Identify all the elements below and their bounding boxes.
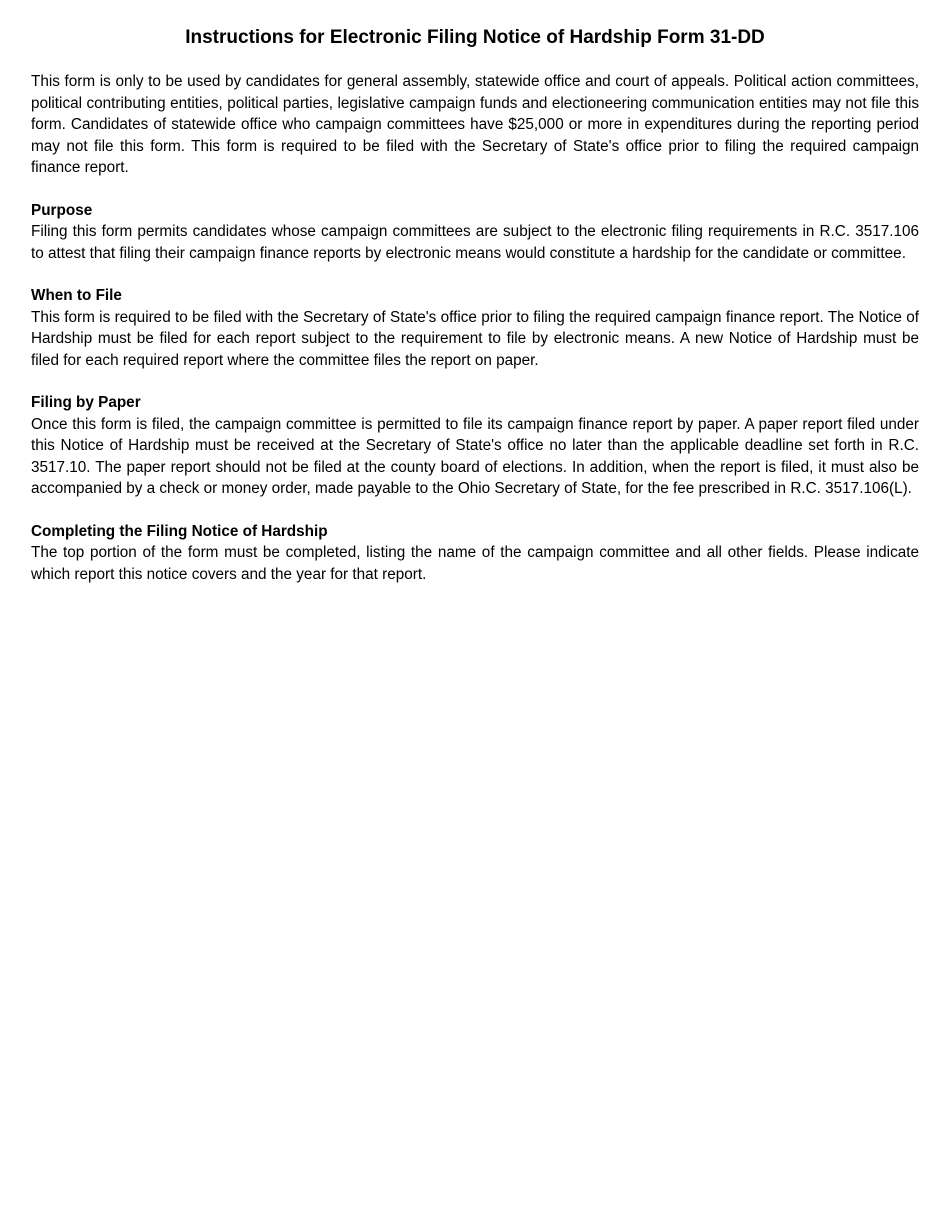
section-body: Once this form is filed, the campaign committee is permitted to file its campaign finance report by paper. A paper report filed under this Notice of Hardship must be received at the Secretary of State's office no later than the applicable deadline set forth in R.C. 3517.10. The paper report should not be filed at the county board of elections. In addition, when the report is filed, it must also be accompanied by a check or money order, made payable to the Ohio Secretary of State, for the fee prescribed in R.C. 3517.106(L). [31, 415, 919, 497]
document-title: Instructions for Electronic Filing Notice of Hardship Form 31-DD [185, 27, 765, 48]
section-completing-notice [31, 521, 919, 586]
section-body: The top portion of the form must be completed, listing the name of the campaign committee and all other fields. Please indicate which report this notice covers and the year for that report. [31, 544, 919, 583]
section-purpose [31, 200, 919, 265]
section-filing-by-paper [31, 392, 919, 500]
section-body: Filing this form permits candidates whose campaign committees are subject to the electronic filing requirements in R.C. 3517.106 to attest that filing their campaign finance reports by electronic means would constitute a hardship for the candidate or committee. [31, 223, 919, 262]
section-body: This form is required to be filed with the Secretary of State's office prior to filing the required campaign finance report. The Notice of Hardship must be filed for each report subject to the requirement to file by electronic means. A new Notice of Hardship must be filed for each required report where the committee files the report on paper. [31, 308, 919, 369]
section-when-to-file [31, 285, 919, 371]
section-heading: Purpose [31, 201, 93, 219]
section-heading: When to File [31, 287, 122, 304]
section-heading: Filing by Paper [31, 394, 141, 411]
section-heading: Completing the Filing Notice of Hardship [31, 522, 328, 540]
intro-paragraph: This form is only to be used by candidates for general assembly, statewide office and court of appeals. Political action committees, political contributing entities, political parties, legislative campaign funds and electioneering communication entities may not file this form. Candidates of statewide office who campaign committees have $25,000 or more in expenditures during the reporting period may not file this form. This form is required to be filed with the Secretary of State's office prior to filing the required campaign finance report. [31, 73, 919, 176]
